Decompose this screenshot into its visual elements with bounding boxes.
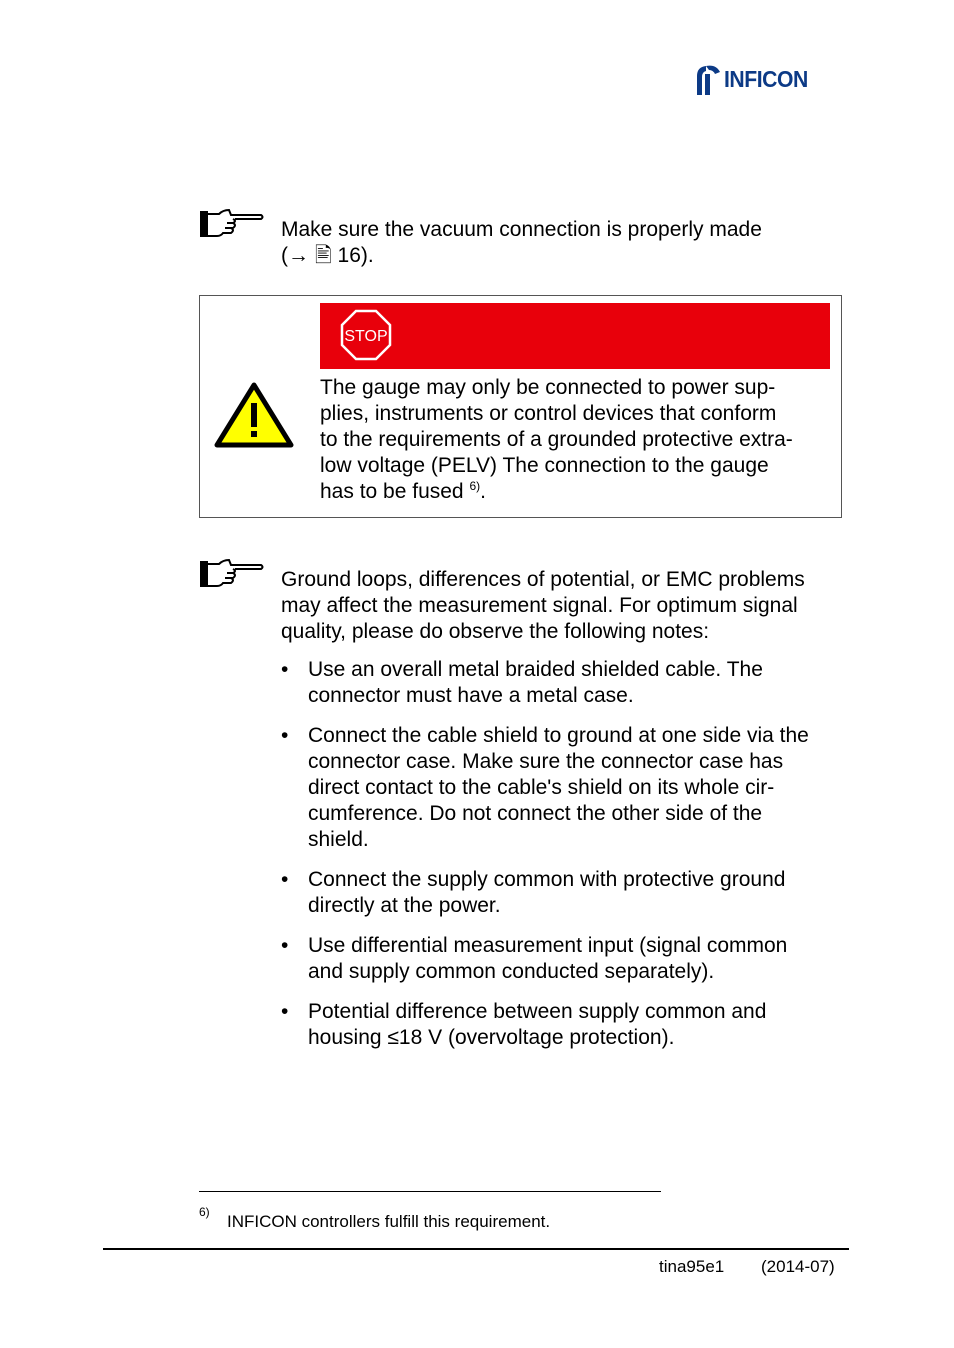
warning-line: low voltage (PELV) The connection to the gauge (320, 454, 769, 477)
stop-sign-label: STOP (344, 328, 388, 345)
bullet-item (281, 657, 846, 709)
warning-text (320, 375, 835, 505)
bullet-line: Connect the cable shield to ground at one side via the (308, 724, 809, 747)
footnote-reference[interactable]: 6) (469, 479, 481, 493)
note-line: may affect the measurement signal. For optimum signal (281, 594, 798, 617)
bullet-dot: • (281, 1000, 289, 1023)
logo-wordmark: INFICON (724, 66, 808, 92)
pointing-hand-icon (199, 208, 265, 240)
pointing-hand-icon (199, 558, 265, 590)
document-date: (2014-07) (761, 1257, 835, 1276)
note-line: Ground loops, differences of potential, or EMC problems (281, 568, 805, 591)
bullet-dot: • (281, 868, 289, 891)
warning-line: to the requirements of a grounded protective extra- (320, 428, 793, 451)
bullet-line: housing ≤18 V (overvoltage protection). (308, 1026, 675, 1049)
bullet-item (281, 723, 846, 853)
warning-period: . (480, 480, 486, 503)
bullet-line: connector case. Make sure the connector case has (308, 750, 784, 773)
note-line: Make sure the vacuum connection is properly made (281, 218, 762, 241)
bullet-item (281, 867, 846, 919)
notes-bullet-list (281, 657, 846, 1065)
bullet-dot: • (281, 724, 289, 747)
bullet-line: Use an overall metal braided shielded cable. The (308, 658, 763, 681)
footnote-divider (199, 1191, 661, 1192)
bullet-dot: • (281, 934, 289, 957)
bullet-line: connector must have a metal case. (308, 684, 634, 707)
stop-warning-bar (320, 303, 830, 369)
inficon-logo (694, 62, 846, 96)
document-id: tina95e1 (659, 1257, 725, 1276)
bullet-line: direct contact to the cable's shield on its whole cir- (308, 776, 775, 799)
note-reference: (→ 🖹 16). (281, 244, 374, 267)
warning-triangle-icon (214, 382, 294, 448)
warning-line (320, 479, 835, 505)
bullet-line: Connect the supply common with protective ground (308, 868, 786, 891)
bullet-line: and supply common conducted separately). (308, 960, 715, 983)
bullet-line: shield. (308, 828, 369, 851)
warning-line: plies, instruments or control devices that conform (320, 402, 777, 425)
warning-line: The gauge may only be connected to power sup- (320, 376, 776, 399)
vacuum-connection-note (281, 217, 846, 269)
bullet-line: directly at the power. (308, 894, 501, 917)
bullet-line: cumference. Do not connect the other side of the (308, 802, 763, 825)
bullet-item (281, 999, 846, 1051)
stop-sign-icon (340, 309, 392, 361)
bullet-item (281, 933, 846, 985)
warning-last-line: has to be fused (320, 480, 464, 503)
bullet-dot: • (281, 658, 289, 681)
note-line: quality, please do observe the following notes: (281, 620, 710, 643)
ground-loop-note (281, 567, 846, 645)
bullet-line: Potential difference between supply common and (308, 1000, 767, 1023)
stop-warning-box (199, 295, 842, 518)
inficon-logo-mark-icon (694, 62, 724, 96)
footnote-mark: 6) (199, 1205, 210, 1219)
footnote-text: INFICON controllers fulfill this requirement. (227, 1212, 551, 1231)
bullet-line: Use differential measurement input (signal common (308, 934, 788, 957)
footer-divider (103, 1248, 849, 1250)
